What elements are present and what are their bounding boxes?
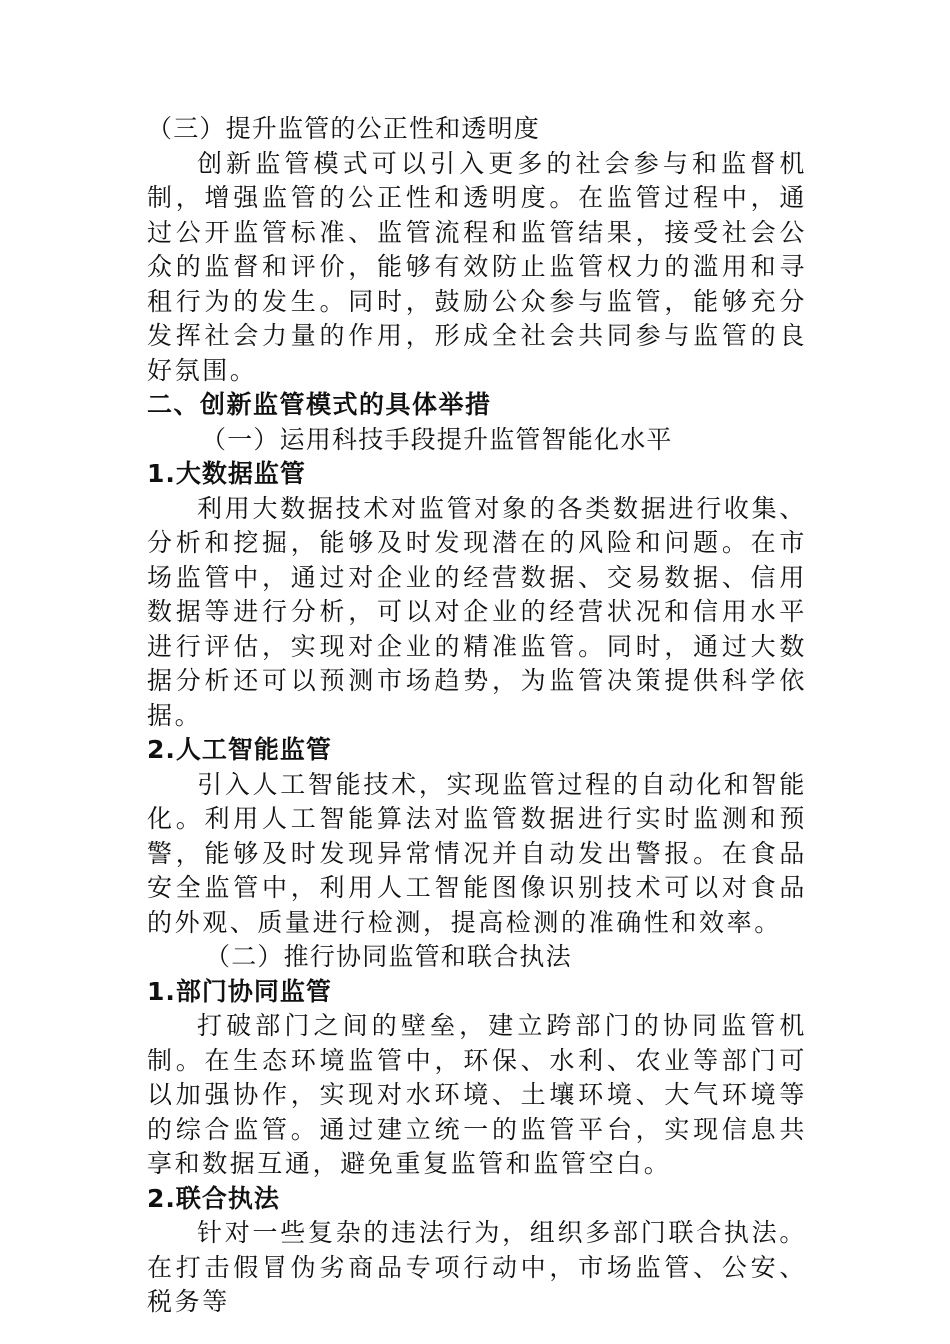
- item-big-data-paragraph: 利用大数据技术对监管对象的各类数据进行收集、分析和挖掘，能够及时发现潜在的风险和问题。在市场监管中，通过对企业的经营数据、交易数据、信用数据等进行分析，可以对企业的经营状况和信用水平进行评估，实现对企业的精准监管。同时，通过大数据分析还可以预测市场趋势，为监管决策提供科学依据。: [147, 493, 807, 730]
- item-big-data-heading: 1.大数据监管: [147, 459, 306, 488]
- item-ai-paragraph: 引入人工智能技术，实现监管过程的自动化和智能化。利用人工智能算法对监管数据进行实时监测和预警，能够及时发现异常情况并自动发出警报。在食品安全监管中，利用人工智能图像识别技术可以对食品的外观、质量进行检测，提高检测的准确性和效率。: [147, 769, 807, 937]
- section-3-paragraph: 创新监管模式可以引入更多的社会参与和监督机制，增强监管的公正性和透明度。在监管过程中，通过公开监管标准、监管流程和监管结果，接受社会公众的监督和评价，能够有效防止监管权力的滥用和寻租行为的发生。同时，鼓励公众参与监管，能够充分发挥社会力量的作用，形成全社会共同参与监管的良好氛围。: [147, 148, 807, 385]
- item-collaboration-paragraph: 打破部门之间的壁垒，建立跨部门的协同监管机制。在生态环境监管中，环保、水利、农业等部门可以加强协作，实现对水环境、土壤环境、大气环境等的综合监管。通过建立统一的监管平台，实现信息共享和数据互通，避免重复监管和监管空白。: [147, 1011, 807, 1178]
- item-joint-enforcement-paragraph: 针对一些复杂的违法行为，组织多部门联合执法。在打击假冒伪劣商品专项行动中，市场监管、公安、税务等: [147, 1218, 807, 1316]
- subsection-2-heading: （二）推行协同监管和联合执法: [205, 942, 572, 971]
- item-ai-heading: 2.人工智能监管: [147, 735, 332, 764]
- item-collaboration-heading: 1.部门协同监管: [147, 976, 332, 1006]
- part-2-heading: 二、创新监管模式的具体举措: [147, 390, 492, 419]
- section-3-heading: （三）提升监管的公正性和透明度: [147, 114, 541, 143]
- item-joint-enforcement-heading: 2.联合执法: [147, 1183, 280, 1213]
- subsection-1-heading: （一）运用科技手段提升监管智能化水平: [201, 424, 673, 454]
- document-page: [147, 112, 807, 1320]
